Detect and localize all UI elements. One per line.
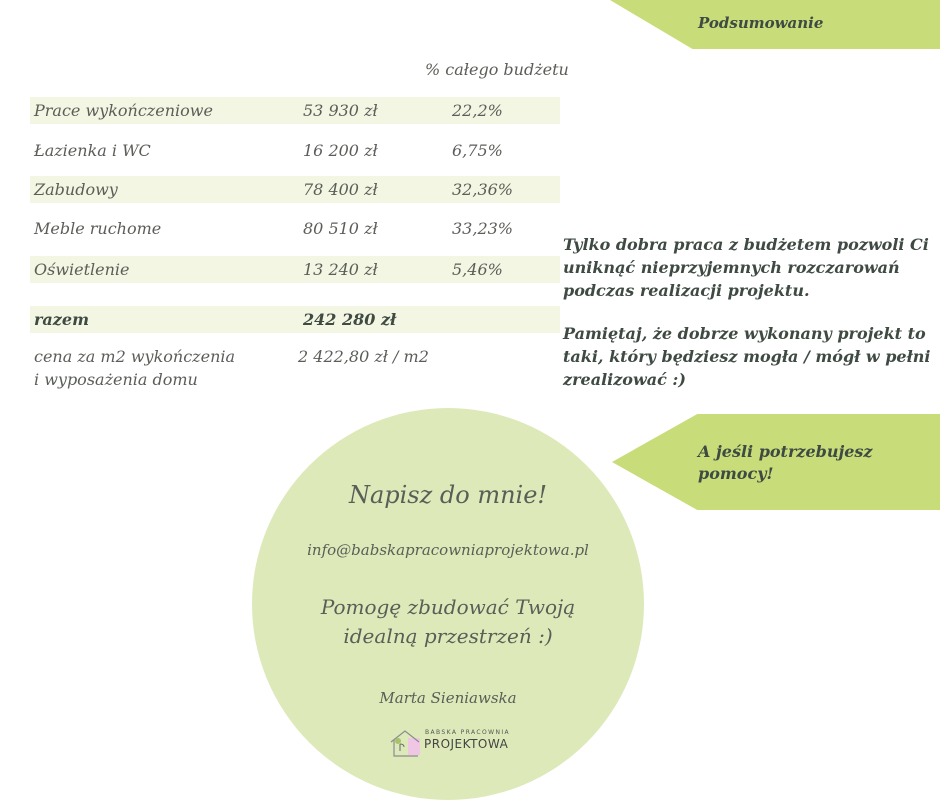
row-amount: 80 510 zł [303,219,378,238]
row-amount: 78 400 zł [303,180,378,199]
row-label: Łazienka i WC [34,141,151,160]
brand-logo [388,727,523,759]
contact-author: Marta Sieniawska [379,689,517,707]
percent-column-header: % całego budżetu [425,60,569,79]
row-label: Meble ruchome [34,219,162,238]
row-label: Zabudowy [34,180,118,199]
row-amount: 13 240 zł [303,260,378,279]
row-percent: 32,36% [452,180,514,199]
row-amount: 16 200 zł [303,141,378,160]
table-row [30,137,560,164]
contact-message-line1: Pomogę zbudować Twoją [320,595,576,619]
house-logo-icon [388,727,424,759]
help-tab-label: A jeśli potrzebujesz pomocy! [698,442,873,483]
row-percent: 5,46% [452,260,503,279]
table-row [30,215,560,242]
row-percent: 22,2% [452,101,503,120]
table-row [30,97,560,124]
price-label-line2: i wyposażenia domu [34,370,198,389]
logo-small-text: BABSKA PRACOWNIA [425,729,511,736]
row-percent: 33,23% [452,219,514,238]
price-label-line1: cena za m2 wykończenia [34,347,236,366]
row-percent: 6,75% [452,141,503,160]
price-per-m2-label [34,345,235,391]
side-note-1: Tylko dobra praca z budżetem pozwoli Ci uniknąć nieprzyjemnych rozczarowań podczas realizacji projektu. [563,235,929,300]
table-row [30,256,560,283]
summary-tab-label: Podsumowanie [698,14,824,32]
table-row [30,176,560,203]
contact-email[interactable]: info@babskapracowniaprojektowa.pl [307,541,589,559]
total-row [30,306,560,333]
side-note-2: Pamiętaj, że dobrze wykonany projekt to taki, który będziesz mogła / mógł w pełni zrealizować :) [563,324,931,389]
row-amount: 53 930 zł [303,101,378,120]
contact-message-line2: idealną przestrzeń :) [343,624,553,648]
row-label: Oświetlenie [34,260,130,279]
total-amount: 242 280 zł [303,310,397,329]
price-per-m2-value: 2 422,80 zł / m2 [298,347,429,366]
total-label: razem [34,310,89,329]
row-label: Prace wykończeniowe [34,101,213,120]
contact-heading: Napisz do mnie! [348,481,548,509]
logo-big-text: PROJEKTOWA [424,737,509,751]
